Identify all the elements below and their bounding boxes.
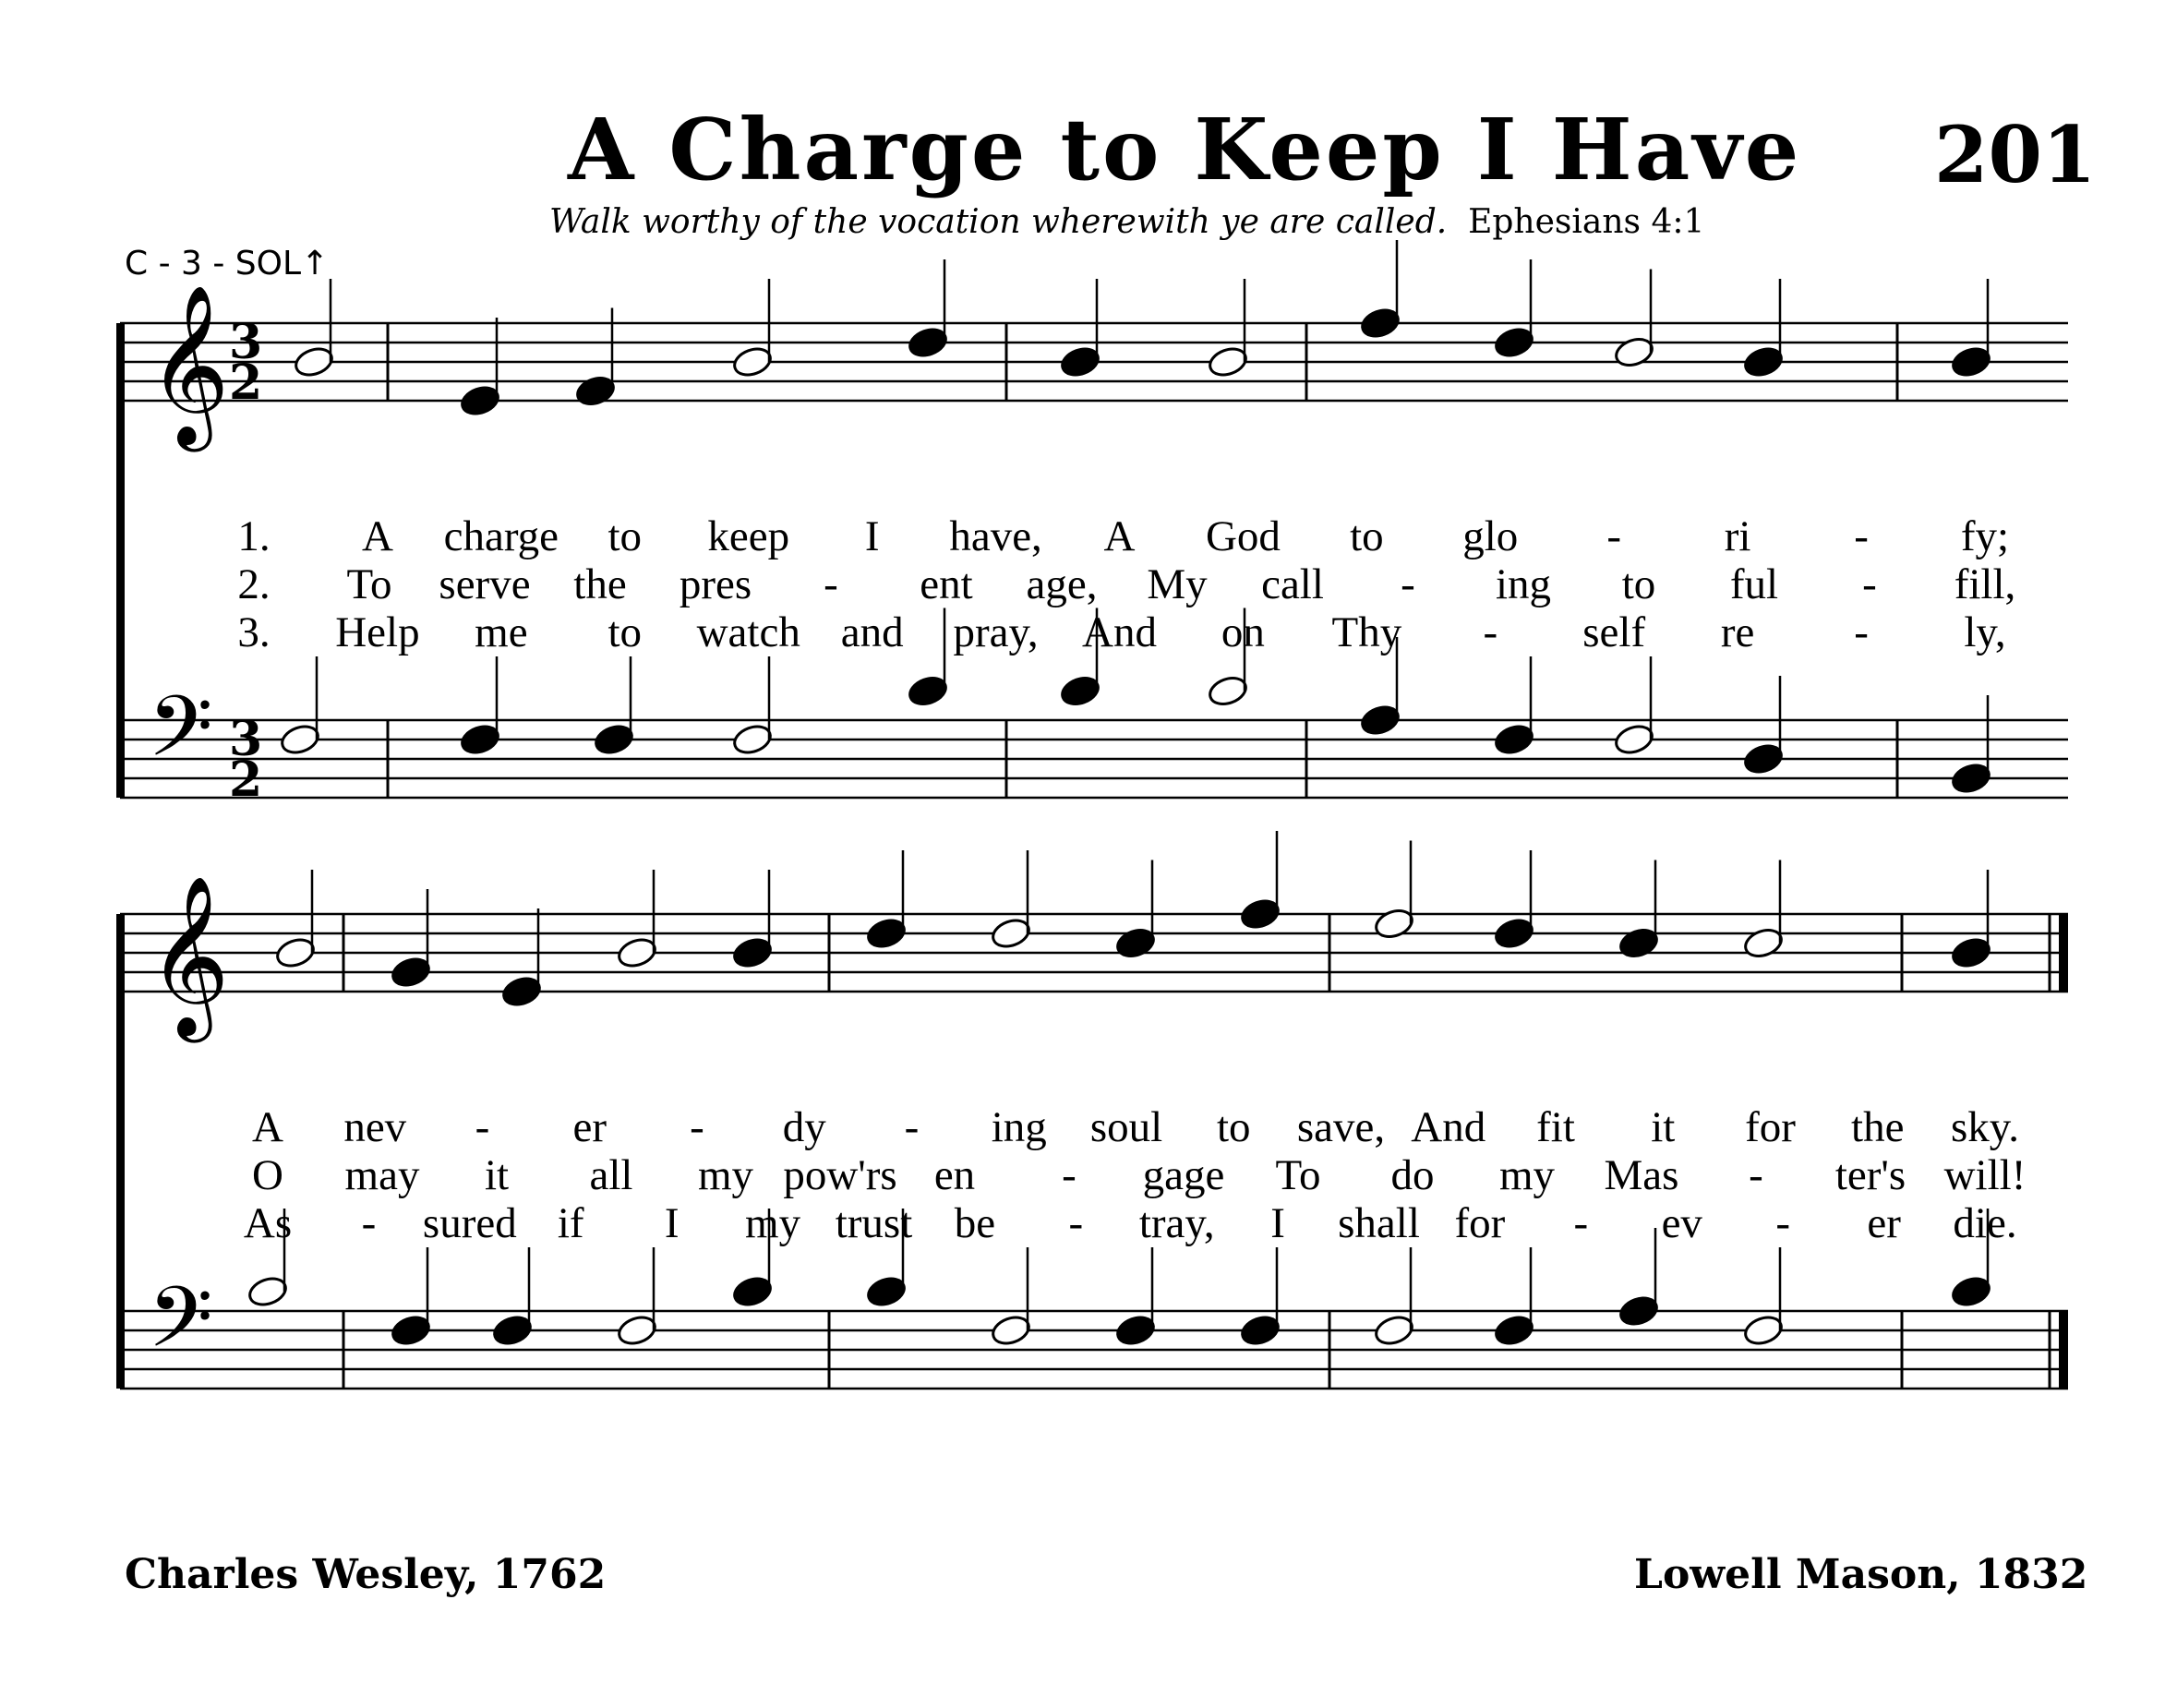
lyric-syllable: er (1867, 1199, 1901, 1247)
author-credit: Charles Wesley, 1762 (125, 1551, 607, 1598)
note-head (1059, 673, 1101, 708)
note-head (1742, 741, 1785, 776)
note-head (990, 1313, 1032, 1348)
lyric-syllable: - (1854, 608, 1869, 656)
note-head (1493, 1313, 1535, 1348)
lyric-syllable: A (361, 512, 393, 560)
note-head (593, 722, 635, 757)
scripture-quote: Walk worthy of the vocation wherewith ye are called. (549, 203, 1448, 241)
lyric-syllable: will! (1943, 1151, 2027, 1199)
lyric-syllable: er (572, 1103, 607, 1151)
note-head (1493, 325, 1535, 360)
lyric-syllable: ent (920, 560, 973, 608)
note-head (1359, 306, 1401, 341)
final-bar-thick (2059, 1311, 2068, 1389)
lyric-syllable: watch (696, 608, 800, 656)
note-head (1613, 334, 1655, 369)
lyric-syllable: serve (439, 560, 531, 608)
lyric-syllable: to (1216, 1103, 1251, 1151)
bass-clef-icon: 𝄢 (148, 678, 213, 796)
lyric-syllable: age, (1026, 560, 1098, 608)
lyric-syllable: 2. (237, 560, 271, 608)
note-head (1373, 1313, 1415, 1348)
hymn-number: 201 (1934, 109, 2097, 200)
lyric-syllable: - (824, 560, 838, 608)
lyric-syllable: to (607, 608, 643, 656)
note-head (1742, 344, 1785, 379)
note-head (279, 722, 321, 757)
lyric-syllable: ly, (1964, 608, 2006, 656)
lyric-syllable: keep (707, 512, 790, 560)
lyric-syllable: glo (1462, 512, 1519, 560)
lyric-syllable: A (1103, 512, 1136, 560)
note-head (731, 935, 774, 970)
lyric-syllable: and (840, 608, 904, 656)
lyric-syllable: ing (1495, 560, 1552, 608)
lyric-syllable: 1. (237, 512, 271, 560)
note-head (1114, 925, 1157, 960)
lyric-syllable: my (697, 1151, 754, 1199)
lyric-syllable: re (1720, 608, 1755, 656)
hymn-title: A Charge to Keep I Have (568, 100, 1802, 199)
note-head (1239, 1313, 1281, 1348)
lyric-syllable: - (1068, 1199, 1084, 1247)
lyric-syllable: my (745, 1199, 801, 1247)
lyric-syllable: - (1401, 560, 1415, 608)
note-head (293, 344, 335, 379)
lyric-syllable: 3. (237, 608, 271, 656)
note-head (491, 1313, 534, 1348)
note-head (1618, 1293, 1660, 1329)
lyric-syllable: if (557, 1199, 584, 1247)
system-bracket (116, 914, 125, 1389)
lyric-syllable: And (1082, 608, 1157, 656)
bass-clef-icon: 𝄢 (148, 1269, 213, 1387)
note-head (1493, 916, 1535, 951)
note-head (390, 1313, 432, 1348)
lyric-syllable: Help (335, 608, 420, 656)
lyric-syllable: - (1573, 1199, 1589, 1247)
lyric-syllable: - (1062, 1151, 1076, 1199)
lyric-syllable: I (664, 1199, 680, 1247)
lyric-syllable: - (1854, 512, 1869, 560)
note-head (731, 344, 774, 379)
lyric-syllable: - (475, 1103, 490, 1151)
lyric-syllable: me (475, 608, 528, 656)
note-head (1950, 1274, 1992, 1309)
lyric-syllable: shall (1338, 1199, 1420, 1247)
note-head (907, 325, 949, 360)
lyric-syllable: soul (1089, 1103, 1163, 1151)
lyric-syllable: I (1270, 1199, 1285, 1247)
note-head (616, 935, 658, 970)
note-head (574, 373, 617, 408)
treble-clef-icon: 𝄞 (148, 284, 230, 445)
lyric-syllable: save, (1296, 1103, 1386, 1151)
lyric-syllable: - (1775, 1199, 1791, 1247)
lyric-syllable: the (1851, 1103, 1905, 1151)
note-head (1493, 722, 1535, 757)
lyric-syllable: - (1749, 1151, 1763, 1199)
lyric-syllable: en (933, 1151, 976, 1199)
lyric-syllable: charge (443, 512, 559, 560)
lyric-syllable: be (954, 1199, 996, 1247)
lyric-syllable: - (904, 1103, 920, 1151)
lyric-syllable: ev (1661, 1199, 1702, 1247)
note-head (1950, 344, 1992, 379)
lyric-syllable: on (1221, 608, 1265, 656)
composer-credit: Lowell Mason, 1832 (1634, 1551, 2088, 1598)
lyric-syllable: Thy (1331, 608, 1402, 656)
scripture-reference: Ephesians 4:1 (1468, 203, 1705, 241)
note-head (865, 1274, 908, 1309)
lyric-syllable: my (1498, 1151, 1556, 1199)
lyric-syllable: sured (422, 1199, 517, 1247)
lyric-syllable: ri (1724, 512, 1751, 560)
lyric-syllable: fit (1536, 1103, 1575, 1151)
lyric-syllable: I (864, 512, 880, 560)
lyric-syllable: call (1261, 560, 1324, 608)
lyric-syllable: all (589, 1151, 633, 1199)
time-signature-bottom: 2 (229, 355, 263, 411)
note-head (907, 673, 949, 708)
lyric-syllable: do (1390, 1151, 1435, 1199)
note-head (1114, 1313, 1157, 1348)
note-head (1742, 925, 1785, 960)
lyric-syllable: die. (1953, 1199, 2017, 1247)
note-head (1359, 703, 1401, 738)
lyric-syllable: Mas (1604, 1151, 1679, 1199)
lyric-syllable: - (1862, 560, 1877, 608)
note-head (1207, 344, 1249, 379)
note-head (1059, 344, 1101, 379)
key-note: C - 3 - SOL↑ (125, 245, 330, 283)
lyric-syllable: may (344, 1151, 420, 1199)
lyric-syllable: My (1147, 560, 1208, 608)
time-signature-top: 3 (229, 711, 263, 767)
lyric-syllable: God (1205, 512, 1281, 560)
time-signature-top: 3 (229, 314, 263, 370)
lyric-syllable: - (1483, 608, 1498, 656)
note-head (1950, 935, 1992, 970)
note-head (1618, 925, 1660, 960)
lyric-syllable: it (484, 1151, 510, 1199)
lyric-syllable: - (690, 1103, 704, 1151)
lyric-syllable: ter's (1834, 1151, 1906, 1199)
note-head (731, 722, 774, 757)
lyric-syllable: A (252, 1103, 283, 1151)
note-head (247, 1274, 289, 1309)
note-head (274, 935, 317, 970)
lyric-syllable: fy; (1960, 512, 2010, 560)
note-head (1207, 673, 1249, 708)
lyric-syllable: And (1411, 1103, 1486, 1151)
note-head (990, 916, 1032, 951)
note-head (390, 955, 432, 990)
note-head (1950, 761, 1992, 796)
lyric-syllable: for (1454, 1199, 1506, 1247)
lyric-syllable: the (573, 560, 627, 608)
lyric-syllable: To (346, 560, 392, 608)
lyric-syllable: for (1745, 1103, 1796, 1151)
lyric-syllable: self (1582, 608, 1646, 656)
lyric-syllable: gage (1142, 1151, 1225, 1199)
lyric-syllable: tray, (1138, 1199, 1215, 1247)
lyric-syllable: pres (679, 560, 752, 608)
note-head (1613, 722, 1655, 757)
lyric-syllable: - (361, 1199, 377, 1247)
lyric-syllable: ful (1729, 560, 1779, 608)
lyric-syllable: dy (782, 1103, 826, 1151)
note-head (865, 916, 908, 951)
note-head (1742, 1313, 1785, 1348)
lyric-syllable: trust (835, 1199, 913, 1247)
lyric-syllable: O (252, 1151, 283, 1199)
lyric-syllable: to (607, 512, 643, 560)
note-head (731, 1274, 774, 1309)
lyric-syllable: fill, (1954, 560, 2016, 608)
treble-clef-icon: 𝄞 (148, 875, 230, 1036)
note-head (500, 974, 543, 1009)
note-head (1239, 896, 1281, 932)
lyric-syllable: to (1621, 560, 1656, 608)
note-head (616, 1313, 658, 1348)
lyric-syllable: nev (343, 1103, 407, 1151)
lyric-syllable: it (1651, 1103, 1676, 1151)
note-head (459, 383, 501, 418)
lyric-syllable: As (243, 1199, 293, 1247)
lyric-syllable: sky. (1951, 1103, 2019, 1151)
lyric-syllable: ing (991, 1103, 1047, 1151)
lyric-syllable: pray, (953, 608, 1039, 656)
lyric-syllable: - (1606, 512, 1622, 560)
lyric-syllable: pow'rs (783, 1151, 897, 1199)
time-signature-bottom: 2 (229, 752, 263, 808)
system-bracket (116, 323, 125, 798)
final-bar-thick (2059, 914, 2068, 992)
note-head (1373, 906, 1415, 941)
scripture-line (549, 203, 1704, 241)
lyric-syllable: To (1275, 1151, 1321, 1199)
lyric-syllable: have, (949, 512, 1042, 560)
note-head (459, 722, 501, 757)
lyric-syllable: to (1350, 512, 1384, 560)
